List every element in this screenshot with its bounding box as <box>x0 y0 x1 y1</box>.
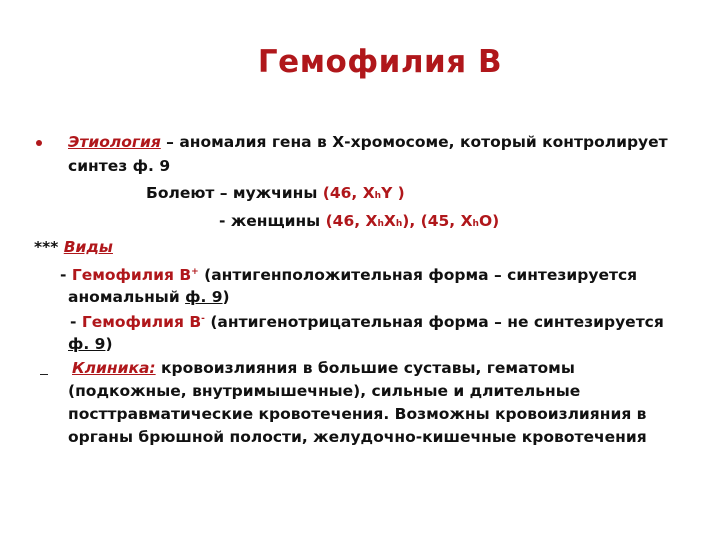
hemophilia-plus-line-1 <box>60 264 637 286</box>
etiology-text-1: – аномалия гена в Х-хромосоме, который контролирует <box>160 133 668 151</box>
hemophilia-plus-dash: - <box>60 266 72 284</box>
bullet-icon <box>36 140 42 146</box>
dash-marker-icon <box>40 374 48 375</box>
hemophilia-plus-text-1: (антигенположительная форма – синтезируется <box>204 266 638 284</box>
clinic-line-3: посттравматические кровотечения. Возможны кровоизлияния в <box>68 405 647 423</box>
etiology-label: Этиология <box>68 133 161 151</box>
hemophilia-minus-line-2: ф. 9) <box>68 335 113 353</box>
ill-women-label: - женщины <box>219 212 326 230</box>
ill-women-line <box>219 210 499 235</box>
etiology-line-2: синтез ф. 9 <box>68 157 171 175</box>
hemophilia-plus-line-2: аномальный ф. 9) <box>68 288 230 306</box>
clinic-text-1: кровоизлияния в большие суставы, гематомы <box>155 359 575 377</box>
types-label: Виды <box>63 238 113 256</box>
factor-9-link: ф. 9 <box>185 288 223 306</box>
ill-men-line <box>146 182 405 207</box>
clinic-line-2: (подкожные, внутримышечные), сильные и длительные <box>68 382 581 400</box>
karyotype-men: (46, XhY ) <box>322 184 405 202</box>
ill-men-label: Болеют – мужчины <box>146 184 323 202</box>
types-line <box>34 236 113 258</box>
types-stars: *** <box>34 238 59 256</box>
factor-9-link-2: ф. 9 <box>68 335 106 353</box>
page-title: Гемофилия В <box>257 44 503 80</box>
hemophilia-minus-text-1: (антигенотрицательная форма – не синтезируется <box>210 313 664 331</box>
clinic-label: Клиника: <box>72 359 156 377</box>
hemophilia-minus-line-1 <box>70 311 664 333</box>
hemophilia-plus-name: Гемофилия В+ <box>71 266 199 284</box>
clinic-line-1 <box>72 357 575 379</box>
karyotype-women: (46, XhXh), (45, XhO) <box>325 212 500 230</box>
hemophilia-plus-text-2: аномальный <box>68 288 186 306</box>
hemophilia-minus-name: Гемофилия В- <box>81 313 205 331</box>
etiology-line-1 <box>68 131 668 153</box>
hemophilia-minus-dash: - <box>70 313 82 331</box>
clinic-line-4: органы брюшной полости, желудочно-кишечные кровотечения <box>68 428 647 446</box>
